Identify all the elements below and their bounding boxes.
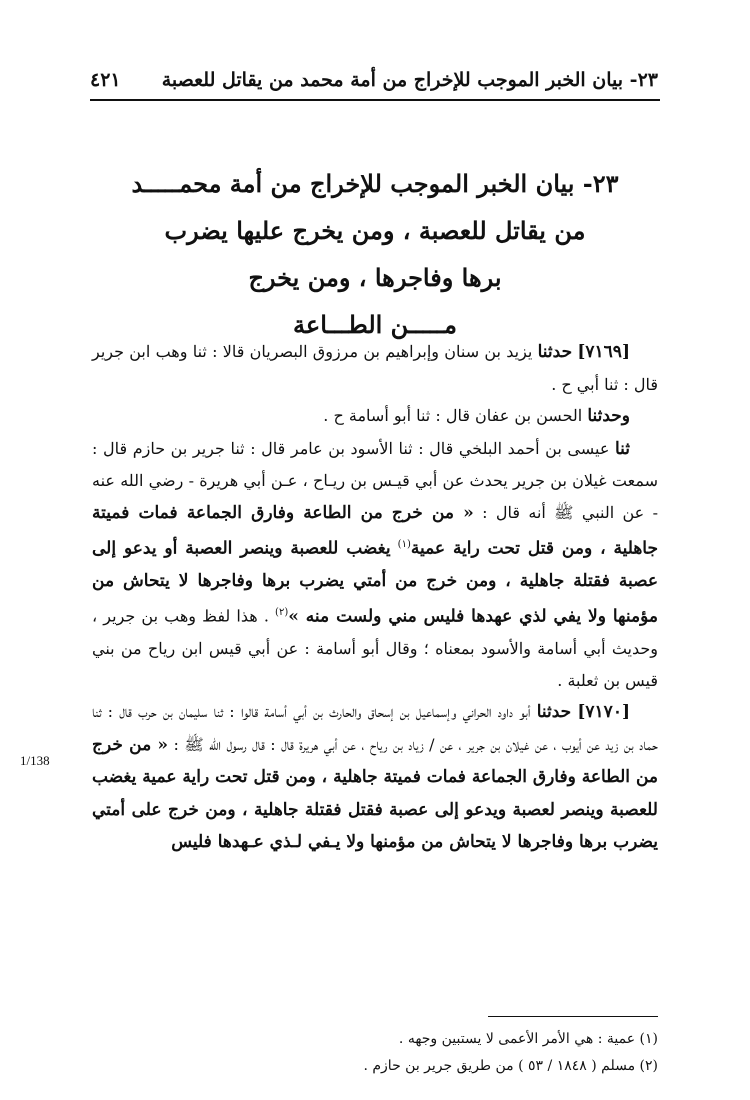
- footnotes: [200, 1026, 658, 1080]
- hadith-number: [٧١٦٩]: [577, 342, 630, 362]
- hadith-number: [٧١٧٠]: [577, 702, 630, 723]
- footnote-ref-1: (١): [397, 539, 411, 550]
- footnote-ref-2: (٢): [275, 607, 289, 619]
- chapter-title-line-2: من يقاتل للعصبة ، ومن يخرج عليها يضرب: [164, 216, 586, 245]
- running-title: ٢٣- بيان الخبر الموجب للإخراج من أمة محمد من يقاتل للعصبة: [161, 69, 658, 91]
- body-text: [92, 336, 658, 859]
- header-rule: [90, 99, 660, 101]
- hadith-matn: « من خرج من الطاعة وفارق الجماعة فمات فميتة جاهلية ، ومن قتل تحت راية عمية: [92, 502, 658, 559]
- manuscript-folio-note: 1/138: [20, 753, 50, 768]
- footnote-1: (١) عمية : هي الأمر الأعمى لا يستبين وجهه .: [398, 1031, 658, 1047]
- hadith-matn: « من خرج من الطاعة وفارق الجماعة فمات فميتة جاهلية ، ومن قتل تحت راية عمية يغضب للعصبة وينصر لعصبة ويدعو إلى عصبة فقتل فقتلة جاهلية ، ومن خرج على أمتي يضرب برها وفاجرها لا يتحاش من مؤمنها ولا يـفي لـذي عـهدها فليس: [92, 734, 658, 853]
- chapter-title: [110, 160, 640, 348]
- hadith-7169-isnad-c: ثنا عيسى بن أحمد البلخي قال : ثنا الأسود بن عامر قال : ثنا جرير بن حازم قال : سمعت غيلان بن جرير يحدث عن أبي قيـس بن ريـاح ، عـن أبي هريرة - رضي الله عنه - عن النبي ﷺ أنه قال : « من خرج من الطاعة وفارق الجماعة فمات فميتة جاهلية ، ومن قتل تحت راية عمية$^{(١)}$ يغضب للعصبة وينصر العصبة أو يدعو إلى عصبة فقتلة جاهلية ، ومن خرج من أمتي يضرب برها وفاجرها لا يتحاش من مؤمنها ولا يفي لذي عهدها فليس مني ولست منه »$^{(٢)}$ . هذا لفظ وهب بن جرير ، وحديث أبي أسامة والأسود بمعناه ؛ وقال أبو أسامة : عن أبي قيس ابن رياح من بني قيس بن ثعلبة .: [92, 438, 658, 690]
- footnote-rule: [488, 1016, 658, 1017]
- hadith-7169-isnad-b: وحدثنا الحسن بن عفان قال : ثنا أبو أسامة ح .: [323, 406, 630, 426]
- page-number: ٤٢١: [90, 69, 121, 91]
- hadith-7170: [٧١٧٠] حدثنا أبو داود الحراني وإسماعيل بن إسحاق والحارث بن أبي أسامة قالوا : ثنا سليمان بن حرب قال : ثنا حماد بن زيد عن أيوب ، عن غيلان بن جرير ، عن / زياد بن رياح ، عن أبي هريرة قال : قال رسول الله ﷺ : « من خرج من الطاعة وفارق الجماعة فمات فميتة جاهلية ، ومن قتل تحت راية عمية يغضب للعصبة وينصر لعصبة ويدعو إلى عصبة فقتل فقتلة جاهلية ، ومن خرج على أمتي يضرب برها وفاجرها لا يتحاش من مؤمنها ولا يـفي لـذي عـهدها فليس: [92, 702, 658, 853]
- hadith-7169-isnad-a: [٧١٦٩] حدثنا يزيد بن سنان وإبراهيم بن مرزوق البصريان قالا : ثنا وهب ابن جرير قال : ثنا أبي ح .: [92, 342, 658, 394]
- chapter-title-line-1: ٢٣- بيان الخبر الموجب للإخراج من أمة محمـــــد: [131, 169, 619, 198]
- running-header: [90, 62, 658, 94]
- chapter-title-line-3: برها وفاجرها ، ومن يخرج: [248, 263, 502, 292]
- chapter-title-line-4: مـــــن الطـــاعة: [293, 310, 457, 339]
- footnote-2: (٢) مسلم ( ١٨٤٨ / ٥٣ ) من طريق جرير بن حازم .: [363, 1058, 658, 1074]
